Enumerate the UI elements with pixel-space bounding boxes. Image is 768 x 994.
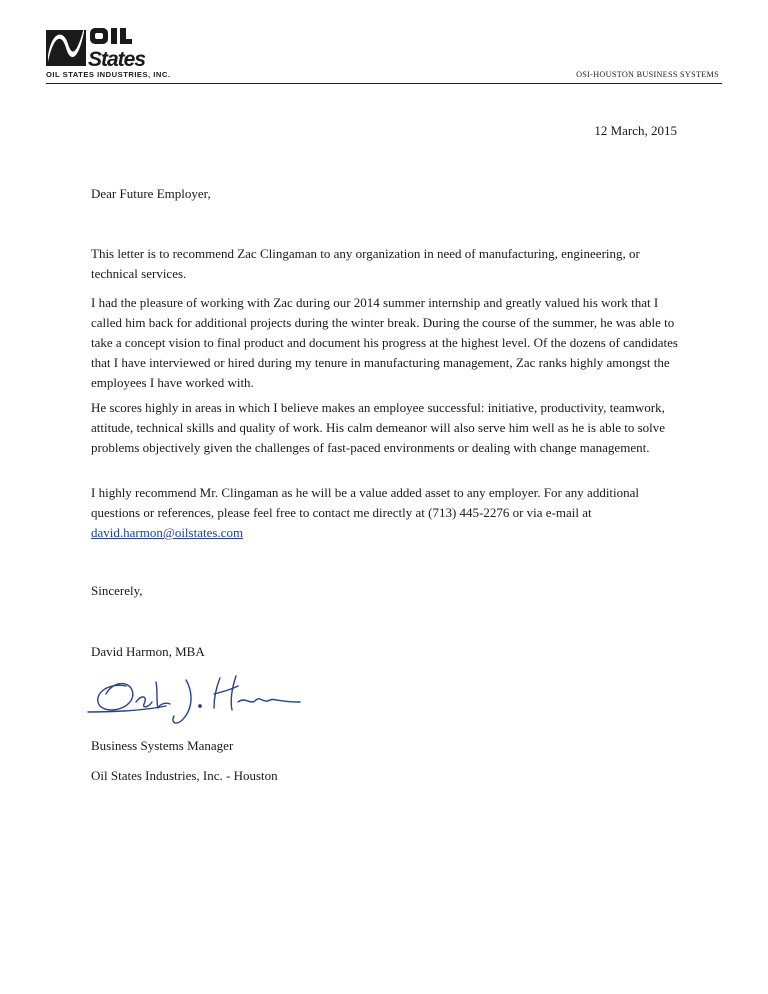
- letter-date: 12 March, 2015: [594, 123, 677, 138]
- closing: Sincerely,: [91, 583, 143, 598]
- paragraph-experience: I had the pleasure of working with Zac during our 2014 summer internship and greatly valued his work that I called him back for additional projects during the winter break. During the course of the summer, he was able to take a concept vision to final product and document his progress at the highest level. Of the dozens of candidates that I have interviewed or hired during my tenure in manufacturing management, Zac ranks highly amongst the employees I have worked with.: [91, 295, 678, 390]
- handwritten-signature: [86, 672, 302, 734]
- company-name: OIL STATES INDUSTRIES, INC.: [46, 70, 171, 79]
- paragraph-recommendation: [91, 483, 687, 543]
- email-link[interactable]: david.harmon@oilstates.com: [91, 525, 244, 540]
- division-name: OSI-HOUSTON BUSINESS SYSTEMS: [576, 70, 719, 79]
- signer-name: David Harmon, MBA: [91, 644, 205, 659]
- signer-organization: Oil States Industries, Inc. - Houston: [91, 768, 278, 783]
- signer-title: Business Systems Manager: [91, 738, 234, 753]
- paragraph-qualities: He scores highly in areas in which I believe makes an employee successful: initiative, productivity, teamwork, attitude, technical skills and quality of work. His calm demeanor will also serve him well as he is able to solve problems objectively given the challenges of fast-paced environments or dealing with change management.: [91, 400, 666, 455]
- recommendation-text: I highly recommend Mr. Clingaman as he will be a value added asset to any employer. For any additional questions or references, please feel free to contact me directly at (713) 445-2276 or via e-mail at: [91, 485, 640, 520]
- paragraph-intro: This letter is to recommend Zac Clingaman to any organization in need of manufacturing, engineering, or technical services.: [91, 246, 640, 281]
- oil-states-logo: [46, 26, 168, 68]
- header-divider: [46, 83, 722, 84]
- svg-text:States: States: [88, 48, 146, 68]
- salutation: Dear Future Employer,: [91, 186, 211, 201]
